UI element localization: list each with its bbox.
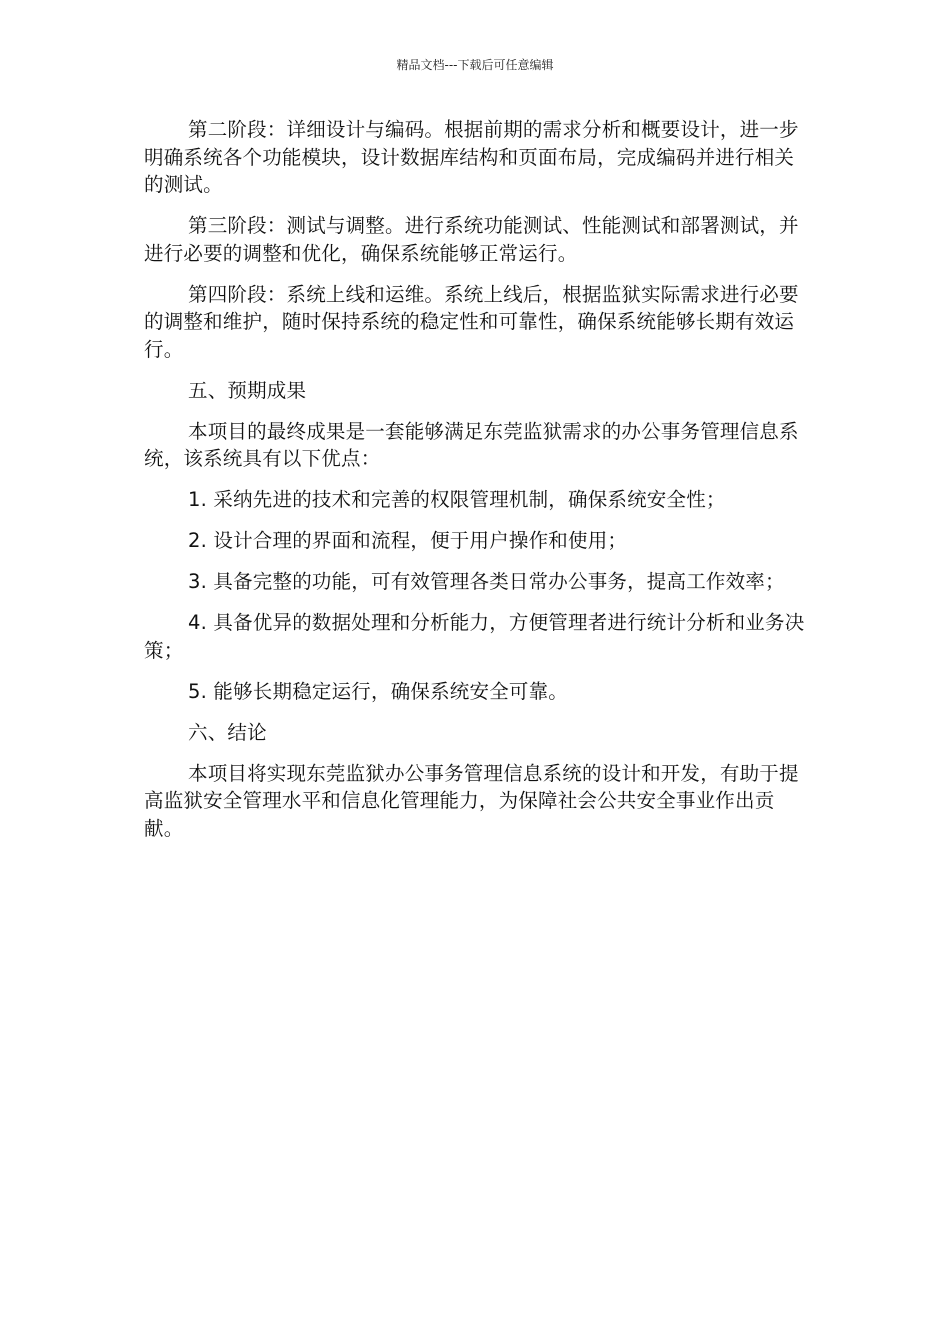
paragraph-phase-two: 第二阶段：详细设计与编码。根据前期的需求分析和概要设计，进一步明确系统各个功能模块，设计数据库结构和页面布局，完成编码并进行相关的测试。 [144, 118, 799, 196]
section-heading-expected-results: 五、预期成果 [188, 378, 307, 402]
list-item-4: 4. 具备优异的数据处理和分析能力，方便管理者进行统计分析和业务决策； [144, 611, 805, 662]
list-item-1: 1. 采纳先进的技术和完善的权限管理机制，确保系统安全性； [188, 488, 726, 511]
list-item-3: 3. 具备完整的功能，可有效管理各类日常办公事务，提高工作效率； [188, 570, 785, 593]
section-heading-conclusion: 六、结论 [188, 720, 267, 744]
paragraph-conclusion: 本项目将实现东莞监狱办公事务管理信息系统的设计和开发，有助于提高监狱安全管理水平和信息化管理能力，为保障社会公共安全事业作出贡献。 [144, 761, 799, 840]
paragraph-phase-four: 第四阶段：系统上线和运维。系统上线后，根据监狱实际需求进行必要的调整和维护，随时保持系统的稳定性和可靠性，确保系统能够长期有效运行。 [144, 282, 799, 361]
page-header: 精品文档---下载后可任意编辑 [396, 58, 554, 72]
list-item-5: 5. 能够长期稳定运行，确保系统安全可靠。 [188, 679, 569, 703]
document-body [144, 116, 809, 856]
paragraph-results-intro: 本项目的最终成果是一套能够满足东莞监狱需求的办公事务管理信息系统，该系统具有以下优点： [144, 419, 799, 470]
list-item-2: 2. 设计合理的界面和流程，便于用户操作和使用； [188, 529, 628, 552]
paragraph-phase-three: 第三阶段：测试与调整。进行系统功能测试、性能测试和部署测试，并进行必要的调整和优化，确保系统能够正常运行。 [144, 214, 799, 265]
